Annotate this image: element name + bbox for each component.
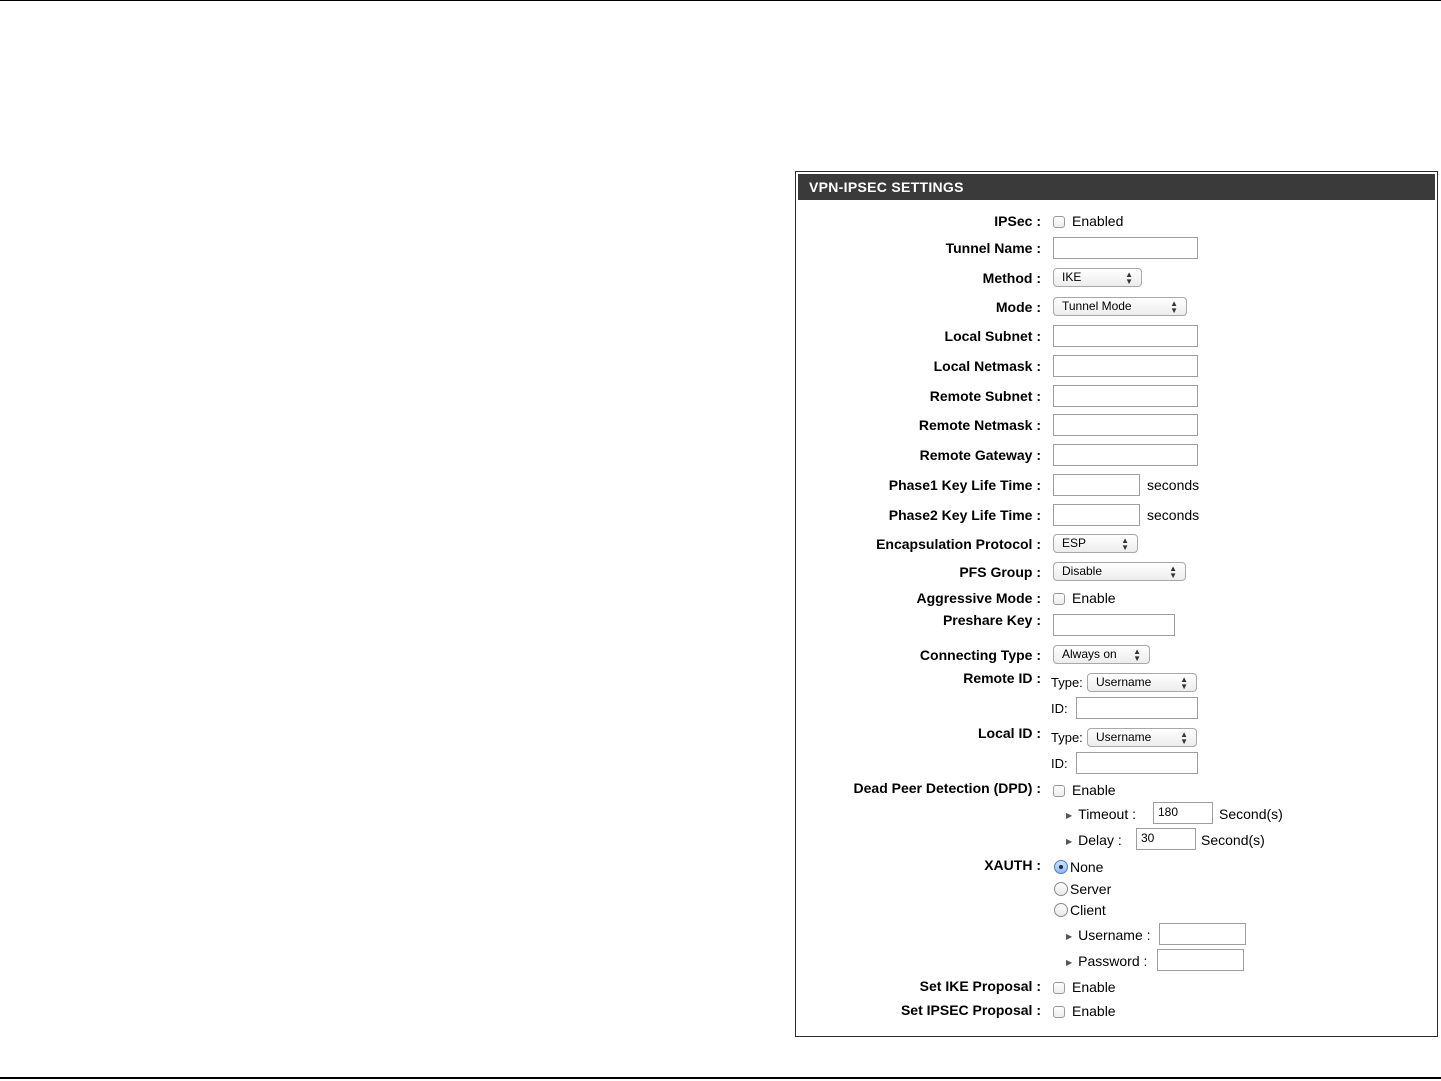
radio-selected-icon[interactable] (1054, 860, 1068, 874)
vpn-ipsec-settings-panel (795, 171, 1438, 1037)
ike-proposal-checkbox[interactable] (1053, 982, 1065, 994)
select-arrows-icon: ▲ ▼ (1170, 299, 1178, 315)
phase2-label: Phase2 Key Life Time : (888, 507, 1041, 523)
local-id-type-value: Username (1096, 730, 1152, 744)
connecting-type-label: Connecting Type : (919, 647, 1041, 663)
expand-triangle-icon: ▶ (1066, 837, 1073, 846)
local-id-label: Local ID : (977, 725, 1041, 741)
dpd-delay-unit: Second(s) (1201, 832, 1265, 848)
phase1-unit: seconds (1147, 477, 1200, 493)
xauth-option-client[interactable] (1054, 901, 1106, 919)
radio-icon[interactable] (1054, 882, 1068, 896)
radio-icon[interactable] (1054, 903, 1068, 917)
dpd-timeout-unit: Second(s) (1219, 806, 1283, 822)
method-label: Method : (982, 270, 1041, 286)
ipsec-proposal-text: Enable (1072, 1003, 1116, 1019)
connecting-type-select[interactable] (1053, 645, 1150, 664)
local-netmask-label: Local Netmask : (933, 358, 1041, 374)
expand-triangle-icon: ▶ (1066, 811, 1073, 820)
remote-gateway-label: Remote Gateway : (919, 447, 1041, 463)
phase1-label: Phase1 Key Life Time : (888, 477, 1041, 493)
xauth-client-label: Client (1070, 902, 1106, 918)
xauth-password-field (1066, 952, 1147, 972)
xauth-option-server[interactable] (1054, 880, 1111, 898)
remote-id-id-label: ID: (1051, 701, 1068, 716)
xauth-label: XAUTH : (984, 857, 1041, 873)
xauth-username-label: Username : (1078, 927, 1151, 943)
xauth-password-input[interactable] (1157, 949, 1244, 971)
preshare-key-label: Preshare Key : (942, 612, 1041, 628)
ike-proposal-text: Enable (1072, 979, 1116, 995)
method-select[interactable] (1053, 268, 1142, 287)
dpd-timeout-field (1066, 805, 1136, 825)
local-netmask-input[interactable] (1053, 355, 1198, 377)
select-arrows-icon: ▲ ▼ (1133, 647, 1141, 663)
remote-id-type-label: Type: (1051, 675, 1083, 690)
pfs-group-select[interactable] (1053, 562, 1186, 581)
expand-triangle-icon: ▶ (1066, 958, 1073, 967)
ipsec-enabled-checkbox[interactable] (1053, 216, 1065, 228)
local-id-id-label: ID: (1051, 756, 1068, 771)
ipsec-label: IPSec : (994, 213, 1041, 229)
encapsulation-select[interactable] (1053, 534, 1138, 553)
ipsec-proposal-label: Set IPSEC Proposal : (900, 1002, 1041, 1018)
xauth-none-label: None (1070, 859, 1104, 875)
select-arrows-icon: ▲ ▼ (1169, 564, 1177, 580)
dpd-timeout-label: Timeout : (1078, 806, 1136, 822)
dpd-delay-field (1066, 831, 1122, 851)
pfs-group-value: Disable (1062, 564, 1103, 578)
dpd-timeout-input[interactable]: 180 (1153, 802, 1213, 824)
dpd-delay-label: Delay : (1078, 832, 1122, 848)
bottom-rule (0, 1077, 1441, 1079)
panel-title: VPN-IPSEC SETTINGS (798, 174, 1435, 200)
connecting-type-value: Always on (1062, 647, 1117, 661)
xauth-username-field (1066, 926, 1151, 946)
encapsulation-value: ESP (1062, 536, 1087, 550)
tunnel-name-label: Tunnel Name : (945, 240, 1041, 256)
pfs-group-label: PFS Group : (959, 564, 1041, 580)
ike-proposal-label: Set IKE Proposal : (919, 978, 1041, 994)
local-id-type-select[interactable] (1087, 728, 1197, 747)
select-arrows-icon: ▲ ▼ (1125, 270, 1133, 286)
dpd-enable-text: Enable (1072, 782, 1116, 798)
dpd-delay-input[interactable]: 30 (1136, 828, 1196, 850)
select-arrows-icon: ▲ ▼ (1180, 730, 1188, 746)
dpd-label: Dead Peer Detection (DPD) : (853, 780, 1041, 796)
select-arrows-icon: ▲ ▼ (1121, 536, 1129, 552)
local-subnet-label: Local Subnet : (944, 328, 1041, 344)
mode-label: Mode : (995, 299, 1041, 315)
expand-triangle-icon: ▶ (1066, 932, 1073, 941)
xauth-server-label: Server (1070, 881, 1112, 897)
tunnel-name-input[interactable] (1053, 237, 1198, 259)
aggressive-mode-label: Aggressive Mode : (916, 590, 1041, 606)
remote-id-type-value: Username (1096, 675, 1152, 689)
xauth-password-label: Password : (1078, 953, 1148, 969)
preshare-key-input[interactable] (1053, 614, 1175, 636)
aggressive-mode-text: Enable (1072, 590, 1116, 606)
remote-id-label: Remote ID : (963, 670, 1041, 686)
phase2-unit: seconds (1147, 507, 1200, 523)
ipsec-proposal-checkbox[interactable] (1053, 1006, 1065, 1018)
xauth-username-input[interactable] (1159, 923, 1246, 945)
local-id-input[interactable] (1076, 752, 1198, 774)
top-rule (0, 0, 1441, 1)
encapsulation-label: Encapsulation Protocol : (876, 536, 1041, 552)
remote-netmask-label: Remote Netmask : (918, 417, 1041, 433)
method-value: IKE (1062, 270, 1082, 284)
phase1-input[interactable] (1053, 474, 1140, 496)
xauth-option-none[interactable] (1054, 858, 1103, 876)
remote-id-type-select[interactable] (1087, 673, 1197, 692)
mode-select[interactable] (1053, 297, 1187, 316)
remote-subnet-label: Remote Subnet : (929, 388, 1041, 404)
remote-id-input[interactable] (1076, 697, 1198, 719)
local-id-type-label: Type: (1051, 730, 1083, 745)
ipsec-enabled-text: Enabled (1072, 213, 1124, 229)
remote-gateway-input[interactable] (1053, 444, 1198, 466)
phase2-input[interactable] (1053, 504, 1140, 526)
select-arrows-icon: ▲ ▼ (1180, 675, 1188, 691)
local-subnet-input[interactable] (1053, 325, 1198, 347)
remote-netmask-input[interactable] (1053, 414, 1198, 436)
aggressive-mode-checkbox[interactable] (1053, 593, 1065, 605)
dpd-checkbox[interactable] (1053, 785, 1065, 797)
mode-value: Tunnel Mode (1062, 299, 1132, 313)
remote-subnet-input[interactable] (1053, 385, 1198, 407)
